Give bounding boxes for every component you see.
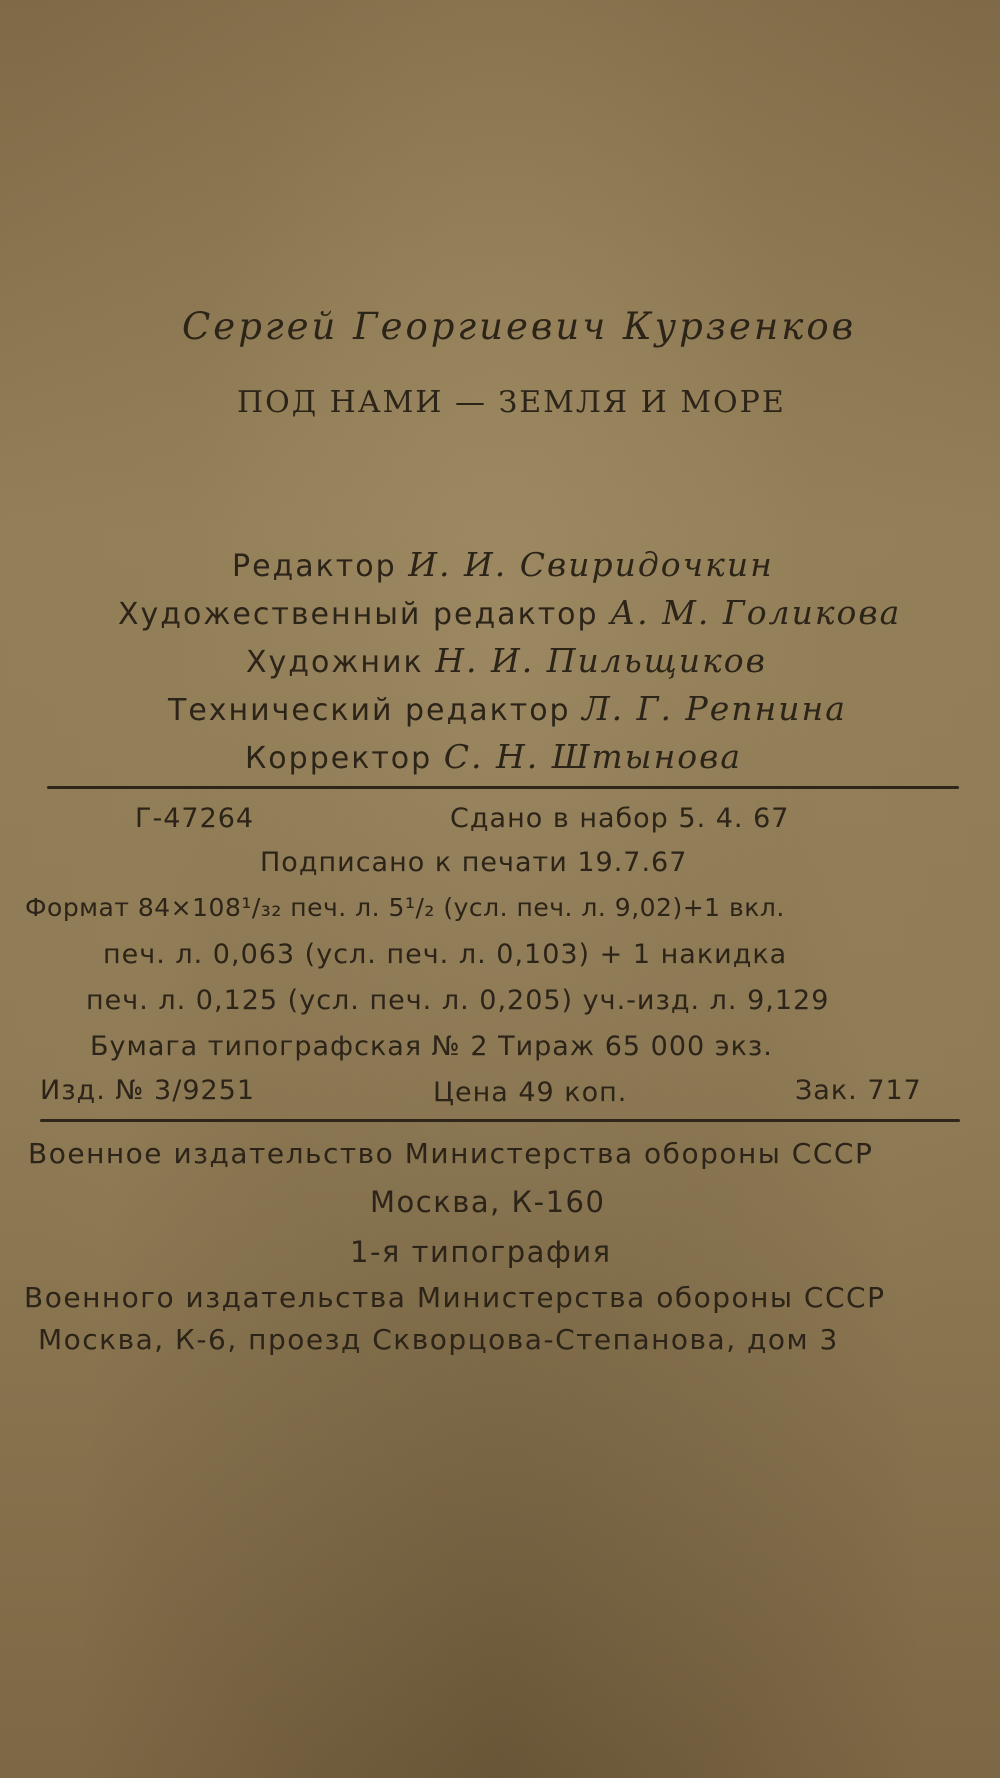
credit-name: Н. И. Пильщиков [435,641,767,680]
imprint-format-3: печ. л. 0,125 (усл. печ. л. 0,205) уч.-изд. л. 9,129 [86,985,830,1016]
top-rule [47,786,959,789]
credit-role: Редактор [232,549,397,584]
imprint-sent: Сдано в набор 5. 4. 67 [450,803,790,834]
imprint-order: Зак. 717 [795,1075,922,1106]
publisher-name: Военное издательство Министерства обороны СССР [28,1137,874,1170]
typography-address: Москва, К-6, проезд Скворцова-Степанова, дом 3 [38,1323,839,1356]
imprint-format: Формат 84×108¹/₃₂ печ. л. 5¹/₂ (усл. печ. л. 9,02)+1 вкл. [25,893,785,922]
credit-role: Художественный редактор [118,597,599,632]
credit-name: А. М. Голикова [610,593,902,632]
credit-name: Л. Г. Репнина [582,689,847,728]
imprint-signed: Подписано к печати 19.7.67 [260,847,688,878]
credit-name: И. И. Свиридочкин [408,545,774,584]
imprint-paper: Бумага типографская № 2 Тираж 65 000 экз. [90,1031,773,1062]
credit-corrector [245,737,742,776]
publisher-city: Москва, К-160 [370,1185,606,1219]
credit-tech-editor [168,689,847,728]
author-name: Сергей Георгиевич Курзенков [182,305,857,348]
credit-art-editor [118,593,901,632]
imprint-price: Цена 49 коп. [433,1077,628,1108]
book-title: ПОД НАМИ — ЗЕМЛЯ И МОРЕ [237,385,786,420]
credit-role: Технический редактор [168,693,571,728]
credit-name: С. Н. Штынова [443,737,743,776]
credit-artist [246,641,767,680]
imprint-code: Г-47264 [135,803,255,834]
imprint-format-2: печ. л. 0,063 (усл. печ. л. 0,103) + 1 накидка [103,939,788,970]
credit-role: Корректор [245,741,433,776]
bottom-rule [40,1119,960,1122]
typography-owner: Военного издательства Министерства обороны СССР [24,1281,886,1314]
typography-name: 1-я типография [350,1235,612,1269]
imprint-izd: Изд. № 3/9251 [40,1075,256,1106]
credit-role: Художник [246,645,424,680]
credit-editor [232,545,774,584]
